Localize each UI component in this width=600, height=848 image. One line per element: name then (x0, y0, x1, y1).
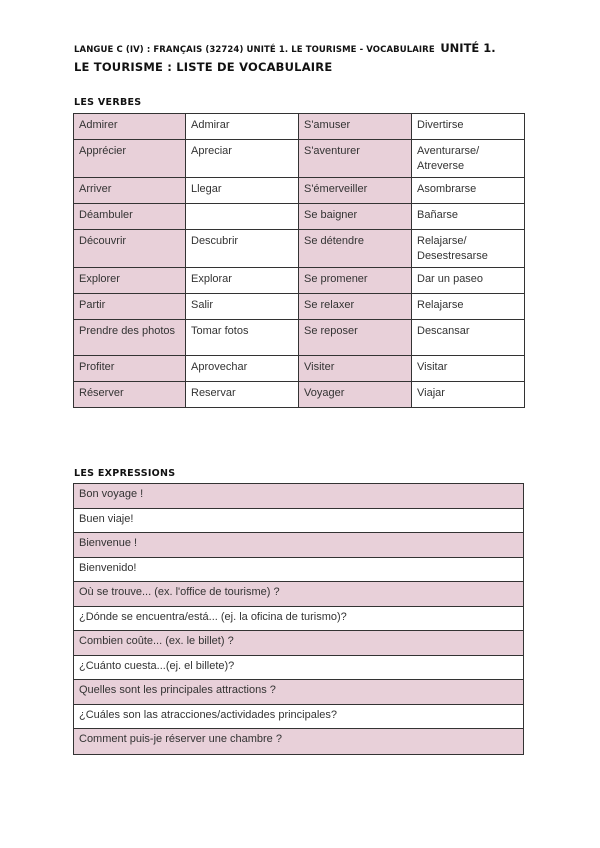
expression-spanish: ¿Cuánto cuesta...(ej. el billete)? (74, 656, 523, 681)
verb-french-cell: Arriver (74, 178, 186, 204)
verb-french-cell: S'amuser (299, 114, 412, 140)
verb-spanish-cell: Tomar fotos (186, 320, 299, 356)
verb-french-cell: Visiter (299, 356, 412, 382)
expression-french: Bienvenue ! (74, 533, 523, 558)
verbs-table (73, 113, 525, 408)
verb-spanish-cell: Aventurarse/ Atreverse (412, 140, 525, 178)
verb-french-cell: S'émerveiller (299, 178, 412, 204)
verb-french-cell: Profiter (74, 356, 186, 382)
expression-french: Bon voyage ! (74, 484, 523, 509)
expression-french: Comment puis-je réserver une chambre ? (74, 729, 523, 754)
verb-row (74, 320, 525, 356)
verb-spanish-cell: Llegar (186, 178, 299, 204)
expression-spanish: Bienvenido! (74, 558, 523, 583)
verb-spanish-cell: Visitar (412, 356, 525, 382)
verb-spanish-cell: Descubrir (186, 230, 299, 268)
verbs-heading: LES VERBES (74, 97, 142, 108)
verb-spanish-cell: Divertirse (412, 114, 525, 140)
verb-french-cell: Découvrir (74, 230, 186, 268)
verb-row (74, 204, 525, 230)
verb-french-cell: Se détendre (299, 230, 412, 268)
verb-spanish-cell: Dar un paseo (412, 268, 525, 294)
verb-french-cell: Se relaxer (299, 294, 412, 320)
verb-spanish-cell: Salir (186, 294, 299, 320)
verb-french-cell: Se reposer (299, 320, 412, 356)
verb-row (74, 230, 525, 268)
verb-spanish-cell: Bañarse (412, 204, 525, 230)
verb-french-cell: S'aventurer (299, 140, 412, 178)
verb-french-cell: Se promener (299, 268, 412, 294)
verb-spanish-cell: Relajarse (412, 294, 525, 320)
verb-row (74, 382, 525, 408)
title-line-1-unit: UNITÉ 1. (440, 41, 496, 55)
verb-spanish-cell: Relajarse/ Desestresarse (412, 230, 525, 268)
verb-french-cell: Admirer (74, 114, 186, 140)
verb-spanish-cell: Asombrarse (412, 178, 525, 204)
verb-row (74, 356, 525, 382)
expression-spanish: Buen viaje! (74, 509, 523, 534)
verb-french-cell: Se baigner (299, 204, 412, 230)
verb-french-cell: Prendre des photos (74, 320, 186, 356)
verb-french-cell: Réserver (74, 382, 186, 408)
verb-row (74, 268, 525, 294)
title-line-2: LE TOURISME : LISTE DE VOCABULAIRE (74, 60, 333, 74)
verb-french-cell: Partir (74, 294, 186, 320)
verb-row (74, 178, 525, 204)
expression-french: Quelles sont les principales attractions ? (74, 680, 523, 705)
verb-spanish-cell (186, 204, 299, 230)
verb-row (74, 294, 525, 320)
expressions-list (73, 483, 524, 755)
verb-french-cell: Voyager (299, 382, 412, 408)
expression-spanish: ¿Cuáles son las atracciones/actividades principales? (74, 705, 523, 730)
verb-row (74, 140, 525, 178)
expression-spanish: ¿Dónde se encuentra/está... (ej. la oficina de turismo)? (74, 607, 523, 632)
title-line-1: LANGUE C (IV) : FRANÇAIS (32724) UNITÉ 1. LE TOURISME - VOCABULAIRE (74, 45, 435, 55)
verb-row (74, 114, 525, 140)
verb-spanish-cell: Admirar (186, 114, 299, 140)
verb-spanish-cell: Apreciar (186, 140, 299, 178)
expressions-heading: LES EXPRESSIONS (74, 468, 176, 479)
expression-french: Combien coûte... (ex. le billet) ? (74, 631, 523, 656)
verb-french-cell: Apprécier (74, 140, 186, 178)
verb-spanish-cell: Viajar (412, 382, 525, 408)
verb-spanish-cell: Descansar (412, 320, 525, 356)
verb-spanish-cell: Reservar (186, 382, 299, 408)
verb-spanish-cell: Explorar (186, 268, 299, 294)
verb-french-cell: Explorer (74, 268, 186, 294)
document-title (74, 37, 544, 74)
verb-french-cell: Déambuler (74, 204, 186, 230)
verb-spanish-cell: Aprovechar (186, 356, 299, 382)
expression-french: Où se trouve... (ex. l'office de tourisme) ? (74, 582, 523, 607)
